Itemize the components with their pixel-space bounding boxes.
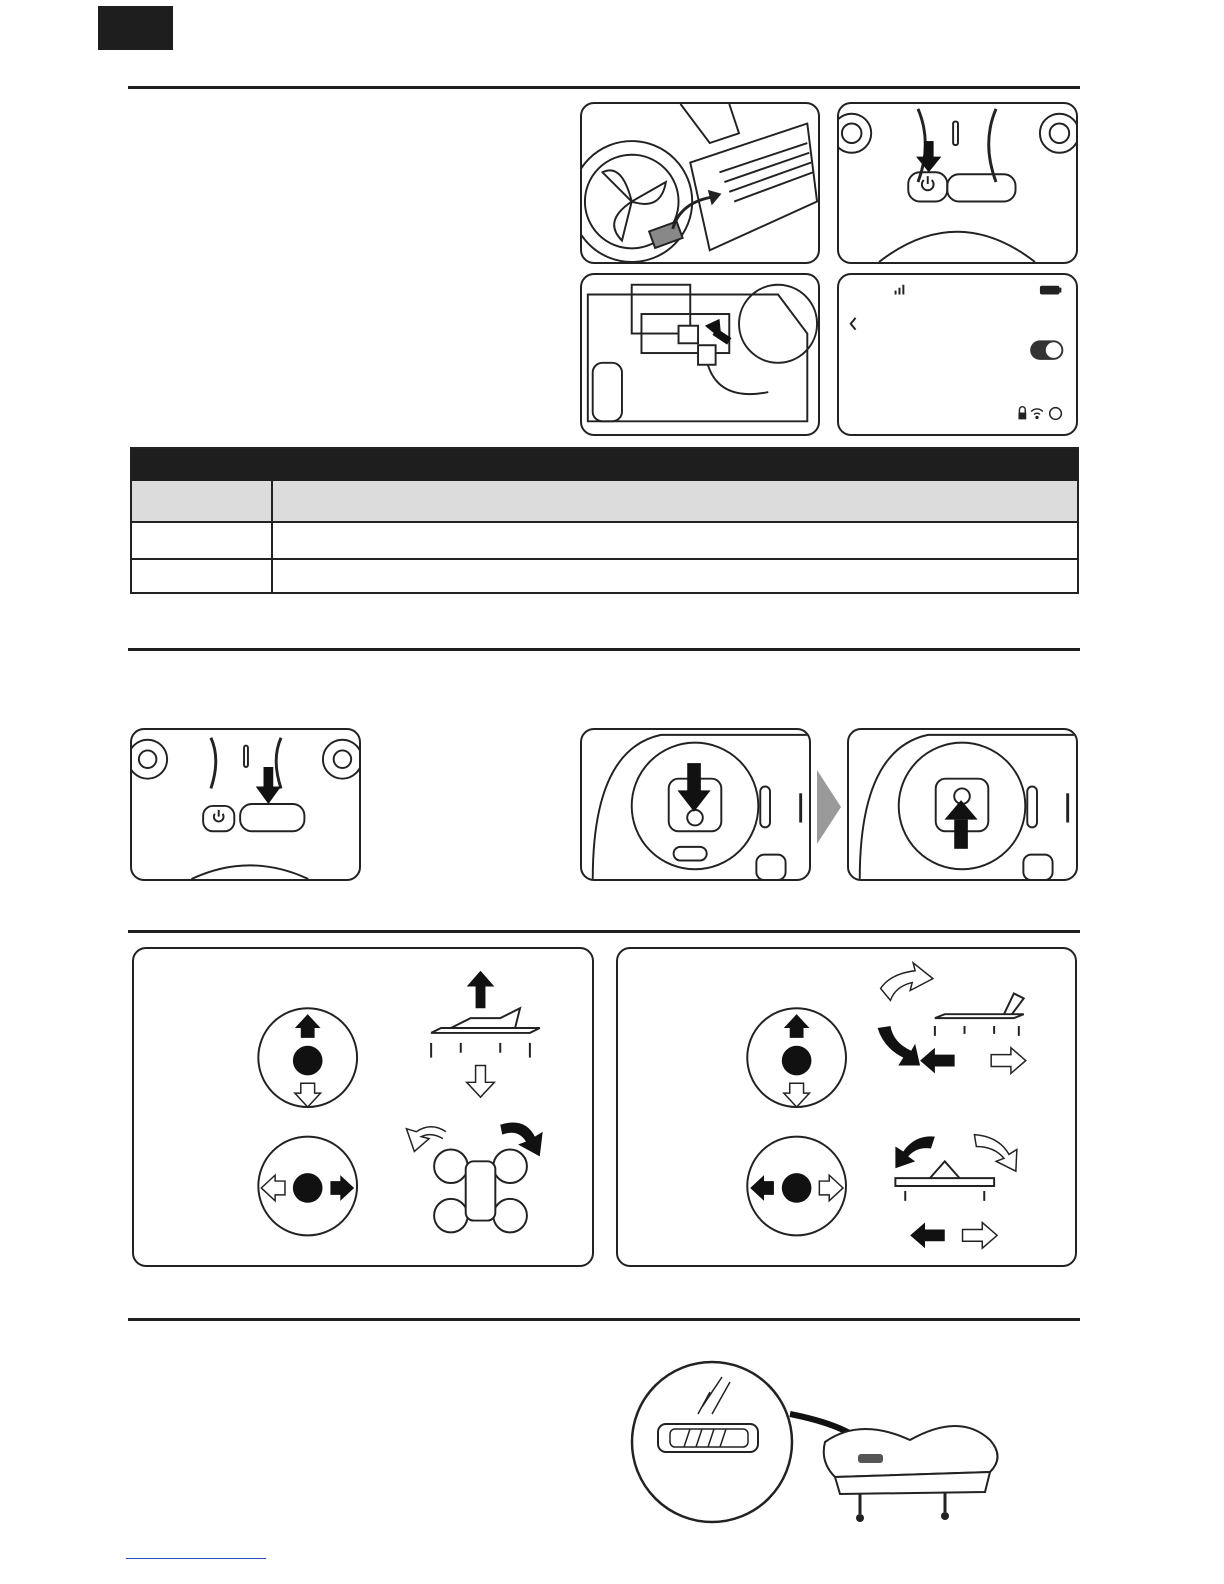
- phone-wifi-screen-illustration: [837, 273, 1078, 436]
- mode-panel-left: [132, 947, 594, 1267]
- wifi-icon: [1031, 409, 1043, 418]
- status-table-header: [132, 449, 1077, 481]
- section-rule-install-battery: [128, 86, 1080, 89]
- section-rule-goggles-battery: [128, 1318, 1080, 1321]
- circle-icon: [1050, 408, 1062, 420]
- language-tab: [98, 6, 173, 50]
- goggles-battery-illustration: [630, 1332, 1010, 1554]
- throttle-stick-up-illustration: [847, 728, 1078, 881]
- status-table-column-headers: [132, 481, 1077, 523]
- transition-arrow-icon: [815, 768, 843, 846]
- roll-stick-diagram: [747, 1137, 846, 1236]
- controller-power-illustration: [837, 102, 1078, 264]
- drone-top-view: [406, 1123, 542, 1233]
- status-table: [130, 447, 1079, 594]
- table-row: [132, 523, 1077, 560]
- footer-link[interactable]: [126, 1558, 266, 1559]
- table-row: [132, 558, 1077, 593]
- controller-arm-button-illustration: [130, 728, 361, 881]
- signal-bars-icon: [895, 285, 905, 295]
- section-rule-flight-controls: [128, 930, 1080, 933]
- section-rule-arm-throttle: [128, 648, 1080, 651]
- throttle-stick-down-illustration: [580, 728, 811, 881]
- battery-door-illustration: [580, 102, 820, 264]
- battery-connector-illustration: [580, 273, 820, 436]
- throttle-stick-diagram: [258, 1008, 357, 1107]
- toggle-switch: [1030, 340, 1063, 360]
- drone-roll-view: [895, 1135, 1016, 1249]
- battery-icon: [1040, 286, 1061, 295]
- drone-side-view: [431, 971, 540, 1097]
- chevron-left-icon: [851, 318, 856, 330]
- drone-pitch-view: [878, 963, 1026, 1074]
- lock-icon: [1018, 407, 1026, 420]
- pitch-stick-diagram: [747, 1008, 846, 1107]
- yaw-stick-diagram: [258, 1137, 357, 1236]
- mode-panel-right: [616, 947, 1077, 1267]
